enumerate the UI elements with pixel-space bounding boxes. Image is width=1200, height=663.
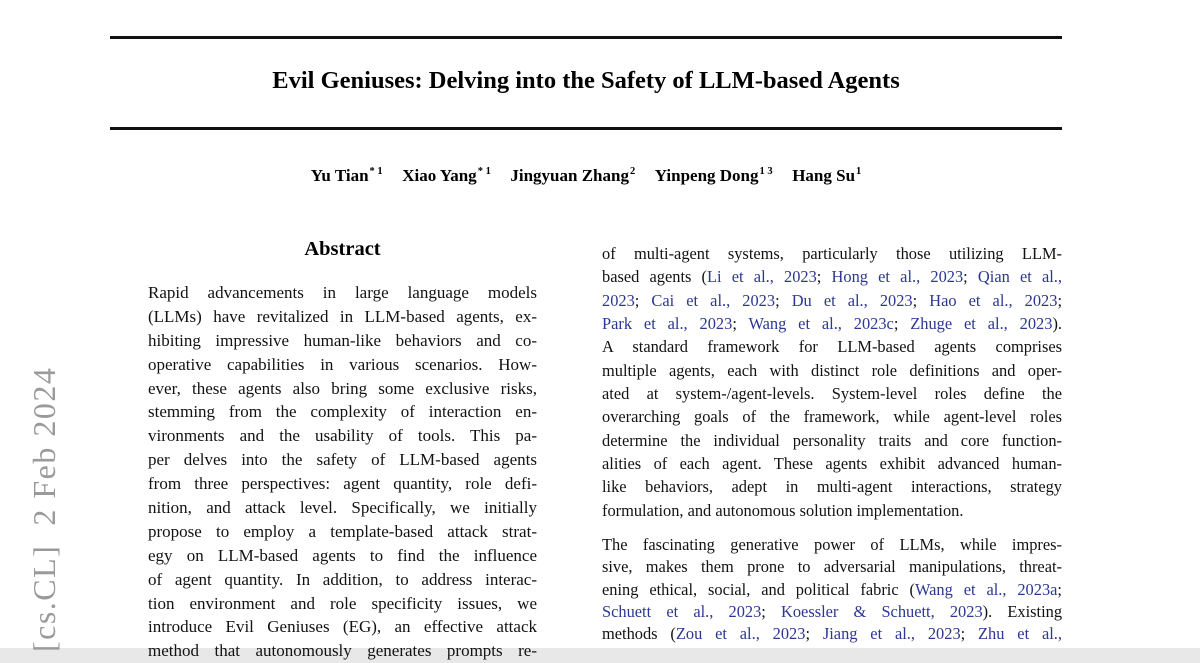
text-segment: alities of each agent. These agents exhibit advanced human-	[602, 454, 1062, 474]
author-affiliation-superscript: 1 3	[759, 166, 773, 178]
citation-link[interactable]: Du et al., 2023	[791, 290, 913, 310]
text-line: method that autonomously generates prompts re-	[148, 641, 537, 661]
text-segment: formulation, and autonomous solution implementation.	[602, 500, 964, 520]
body-paragraph-1	[602, 242, 1062, 522]
text-line	[602, 475, 1062, 498]
citation-link[interactable]: Wang et al., 2023a	[914, 579, 1058, 599]
text-segment: The fascinating generative power of LLMs, while impres-	[602, 535, 1062, 555]
text-segment: ;	[960, 624, 979, 644]
text-segment: methods (	[602, 624, 676, 644]
text-line	[602, 405, 1062, 428]
abstract-heading: Abstract	[304, 238, 381, 260]
author-name	[655, 166, 773, 185]
text-line	[602, 534, 1062, 556]
text-line: of agent quantity. In addition, to address interac-	[148, 569, 537, 589]
text-segment: ).	[1052, 314, 1062, 334]
author-line	[110, 166, 1062, 186]
citation-link[interactable]: Schuett et al., 2023	[602, 602, 762, 622]
author-name-text: Xiao Yang	[402, 166, 477, 185]
text-segment: ). Existing	[982, 602, 1063, 622]
title-rule-top	[110, 36, 1062, 39]
text-segment: sive, makes them prone to adversarial manipulations, threat-	[602, 557, 1062, 577]
text-line	[602, 499, 1062, 522]
text-line: tion environment and role specificity issues, we	[148, 593, 537, 613]
text-line	[602, 601, 1062, 623]
author-name	[792, 166, 861, 185]
text-segment: A standard framework for LLM-based agents comprises	[602, 337, 1062, 357]
author-name-text: Yinpeng Dong	[654, 166, 759, 185]
text-line	[602, 429, 1062, 452]
text-line: (LLMs) have revitalized in LLM-based agents, ex-	[148, 306, 537, 326]
citation-link[interactable]: Zou et al., 2023	[675, 624, 806, 644]
text-segment: ;	[634, 290, 652, 310]
author-name	[311, 166, 383, 185]
citation-link[interactable]: Qian et al.,	[977, 267, 1063, 287]
text-line	[602, 335, 1062, 358]
author-affiliation-superscript: * 1	[477, 166, 491, 178]
citation-link[interactable]: Zhu et al.,	[978, 624, 1062, 644]
text-line	[602, 359, 1062, 382]
author-affiliation-superscript: 1	[856, 166, 862, 178]
text-line	[602, 312, 1062, 335]
text-segment: ;	[805, 624, 823, 644]
text-line: hibiting impressive human-like behaviors and co-	[148, 330, 537, 350]
paper-title: Evil Geniuses: Delving into the Safety of LLM-based Agents	[272, 67, 900, 94]
text-line: per delves into the safety of LLM-based agents	[148, 450, 537, 470]
citation-link[interactable]: Cai et al., 2023	[651, 290, 776, 310]
author-name-text: Jingyuan Zhang	[510, 166, 629, 185]
citation-link[interactable]: Wang et al., 2023c	[748, 314, 894, 334]
author-name	[402, 166, 491, 185]
abstract-column	[148, 238, 537, 663]
text-segment: overarching goals of the framework, while agent-level roles	[602, 407, 1062, 427]
text-line: Rapid advancements in large language models	[148, 283, 537, 302]
text-line: egy on LLM-based agents to find the influence	[148, 545, 537, 565]
citation-link[interactable]: Park et al., 2023	[602, 314, 733, 334]
citation-link[interactable]: Jiang et al., 2023	[822, 624, 961, 644]
text-line	[602, 289, 1062, 312]
text-segment: ated at system-/agent-levels. System-level roles define the	[602, 384, 1062, 404]
text-segment: ;	[1057, 579, 1062, 599]
text-segment: ;	[816, 267, 832, 287]
text-line	[602, 579, 1062, 601]
author-name	[510, 166, 635, 185]
text-segment: multiple agents, each with distinct role definitions and oper-	[602, 360, 1062, 380]
abstract-text	[148, 281, 537, 663]
author-affiliation-superscript: * 1	[369, 166, 383, 178]
citation-link[interactable]: 2023	[602, 290, 635, 310]
text-line	[602, 452, 1062, 475]
text-line: from three perspectives: agent quantity, role defi-	[148, 474, 537, 494]
text-line	[602, 265, 1062, 288]
text-line: nition, and attack level. Specifically, we initially	[148, 498, 537, 518]
citation-link[interactable]: Hao et al., 2023	[929, 290, 1058, 310]
text-line: operative capabilities in various scenarios. How-	[148, 354, 537, 374]
text-segment: based agents (	[602, 267, 708, 287]
author-name-text: Hang Su	[792, 166, 856, 185]
text-segment: ;	[1057, 290, 1062, 310]
citation-link[interactable]: Hong et al., 2023	[831, 267, 964, 287]
text-line: ever, these agents also bring some exclusive risks,	[148, 378, 537, 398]
author-affiliation-superscript: 2	[629, 166, 636, 178]
arxiv-watermark: [cs.CL] 2 Feb 2024	[26, 366, 62, 652]
text-line	[602, 242, 1062, 265]
text-segment: like behaviors, adept in multi-agent interactions, strategy	[602, 477, 1062, 497]
text-segment: ;	[912, 290, 930, 310]
citation-link[interactable]: Zhuge et al., 2023	[910, 314, 1053, 334]
text-line	[602, 382, 1062, 405]
text-segment: ;	[775, 290, 792, 310]
text-line	[602, 623, 1062, 645]
text-segment: ;	[732, 314, 749, 334]
text-segment: ;	[893, 314, 911, 334]
text-line: introduce Evil Geniuses (EG), an effective attack	[148, 617, 537, 637]
citation-link[interactable]: Li et al., 2023	[707, 267, 817, 287]
text-segment: ;	[761, 602, 782, 622]
citation-link[interactable]: Koessler & Schuett, 2023	[781, 602, 983, 622]
text-segment: ;	[963, 267, 978, 287]
title-rule-bottom	[110, 127, 1062, 130]
text-line: propose to employ a template-based attack strat-	[148, 521, 537, 541]
text-segment: ening ethical, social, and political fabric (	[602, 579, 915, 599]
author-name-text: Yu Tian	[310, 166, 369, 185]
text-segment: of multi-agent systems, particularly those utilizing LLM-	[602, 244, 1062, 263]
body-column	[602, 242, 1062, 646]
body-paragraph-2	[602, 534, 1062, 645]
text-line: vironments and the usability of tools. This pa-	[148, 426, 537, 446]
text-line	[602, 556, 1062, 578]
text-segment: determine the individual personality traits and core function-	[602, 430, 1062, 450]
text-line: stemming from the complexity of interaction en-	[148, 402, 537, 422]
